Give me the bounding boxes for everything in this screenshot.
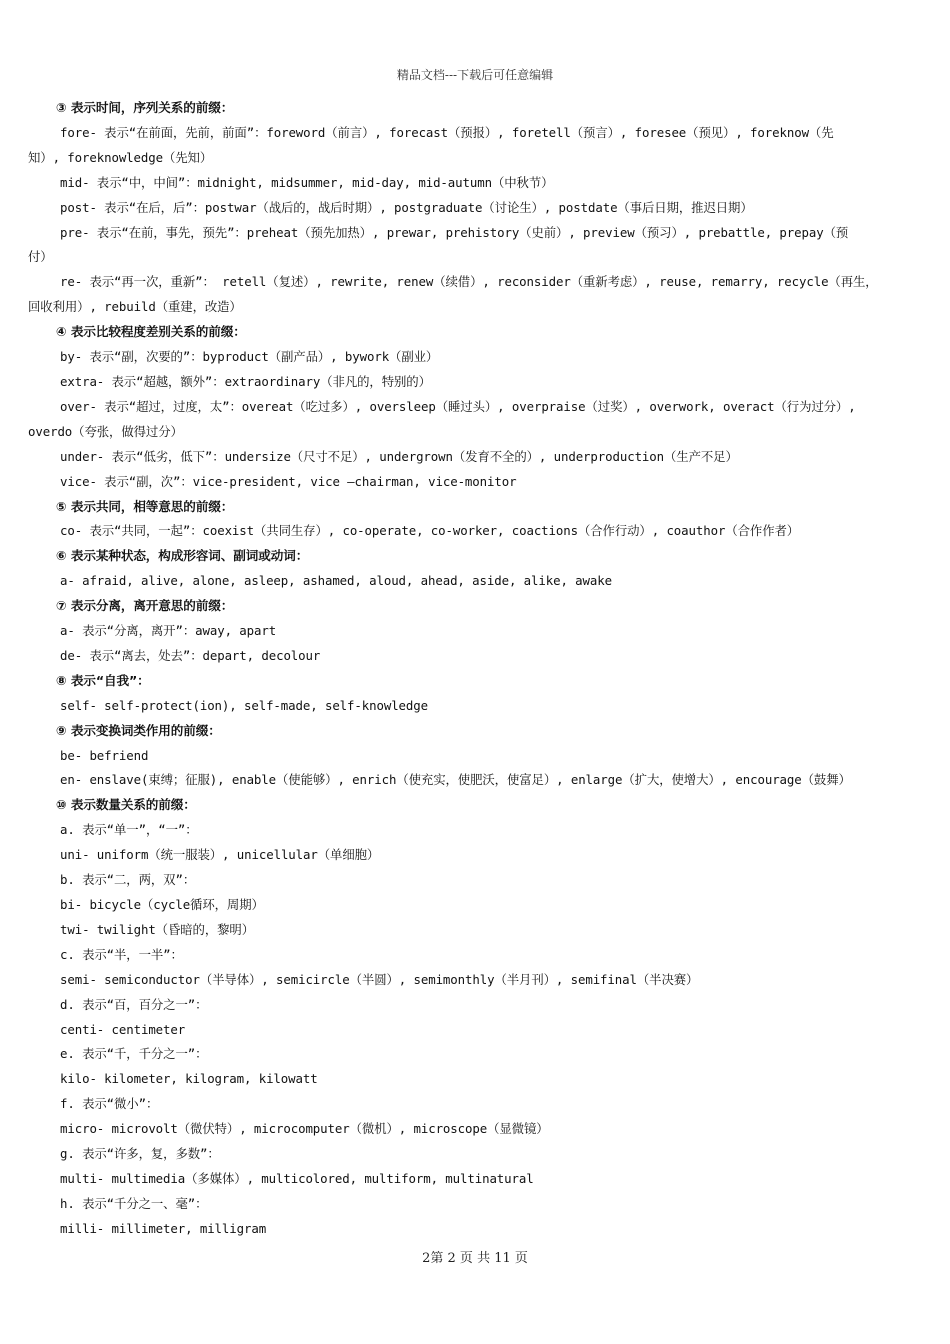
text-line: milli- millimeter, milligram xyxy=(60,1220,267,1236)
text-line: 知）, foreknowledge（先知） xyxy=(28,149,213,165)
section-heading: ⑤ 表示共同，相等意思的前缀： xyxy=(56,498,234,514)
section-heading: ⑥ 表示某种状态，构成形容词、副词或动词： xyxy=(56,548,309,564)
text-line: bi- bicycle（cycle循环，周期） xyxy=(60,897,264,912)
text-line: post- 表示“在后，后”：postwar（战后的，战后时期）, postgraduate（讨论生）, postdate（事后日期，推迟日期） xyxy=(60,199,753,215)
text-line: a- afraid, alive, alone, asleep, ashamed, aloud, ahead, aside, alike, awake xyxy=(60,573,612,589)
text-line: co- 表示“共同，一起”：coexist（共同生存）, co-operate, co-worker, coactions（合作行动）, coauthor（合作作者） xyxy=(60,523,800,539)
text-line: a. 表示“单一”，“一”： xyxy=(60,822,198,838)
text-line: centi- centimeter xyxy=(60,1021,186,1037)
text-line: pre- 表示“在前，事先，预先”：preheat（预先加热）, prewar, prehistory（史前）, preview（预习）, prebattle, prepay（预 xyxy=(60,224,849,240)
text-line: extra- 表示“超越，额外”：extraordinary（非凡的，特别的） xyxy=(60,373,431,389)
section-heading: ③ 表示时间，序列关系的前缀： xyxy=(56,100,234,115)
text-line: fore- 表示“在前面，先前，前面”：foreword（前言）, forecast（预报）, foretell（预言）, foresee（预见）, foreknow（先 xyxy=(60,124,834,140)
text-line: 付） xyxy=(28,249,53,265)
text-line: e. 表示“千，千分之一”： xyxy=(60,1046,208,1062)
section-heading: ④ 表示比较程度差别关系的前缀： xyxy=(56,324,246,340)
text-line: self- self-protect(ion), self-made, self-knowledge xyxy=(60,697,428,713)
text-line: uni- uniform（统一服装）, unicellular（单细胞） xyxy=(60,847,380,863)
page-header: 精品文档---下载后可任意编辑 xyxy=(396,68,554,82)
text-line: mid- 表示“中，中间”：midnight, midsummer, mid-day, mid-autumn（中秋节） xyxy=(60,174,554,190)
text-line: semi- semiconductor（半导体）, semicircle（半圆）, semimonthly（半月刊）, semifinal（半决赛） xyxy=(60,971,699,987)
text-line: twi- twilight（昏暗的，黎明） xyxy=(60,921,255,937)
text-line: overdo（夸张，做得过分） xyxy=(28,423,183,439)
text-line: over- 表示“超过，过度，太”：overeat（吃过多）, oversleep（睡过头）, overpraise（过奖）, overwork, overact（行为过分）, xyxy=(60,398,856,414)
text-line: vice- 表示“副，次”：vice-president, vice –chairman, vice-monitor xyxy=(60,473,517,489)
text-line: 回收利用）, rebuild（重建，改造） xyxy=(28,299,242,315)
section-heading: ⑨ 表示变换词类作用的前缀： xyxy=(56,722,221,738)
text-line: de- 表示“离去，处去”：depart, decolour xyxy=(60,647,321,663)
text-line: multi- multimedia（多媒体）, multicolored, multiform, multinatural xyxy=(60,1170,534,1186)
text-line: en- enslave(束缚；征服), enable（使能够）, enrich（使充实，使肥沃，使富足）, enlarge（扩大，使增大）, encourage（鼓舞） xyxy=(60,772,851,788)
text-line: d. 表示“百，百分之一”： xyxy=(60,996,208,1012)
section-heading: ⑧ 表示“自我”： xyxy=(56,672,150,688)
text-line: micro- microvolt（微伏特）, microcomputer（微机）, microscope（显微镜） xyxy=(60,1121,549,1137)
text-line: under- 表示“低劣，低下”：undersize（尺寸不足）, undergrown（发育不全的）, underproduction（生产不足） xyxy=(60,448,738,464)
text-line: a- 表示“分离，离开”：away, apart xyxy=(60,623,277,639)
section-heading: ⑩ 表示数量关系的前缀： xyxy=(56,797,196,813)
text-line: re- 表示“再一次，重新”： retell（复述）, rewrite, renew（续借）, reconsider（重新考虑）, reuse, remarry, recycle（再生， xyxy=(60,274,878,290)
text-line: h. 表示“千分之一、毫”： xyxy=(60,1195,208,1211)
section-heading: ⑦ 表示分离，离开意思的前缀： xyxy=(56,598,234,614)
document-body xyxy=(28,96,928,1242)
text-line: be- befriend xyxy=(60,747,149,763)
page-footer: 2第 2 页 共 11 页 xyxy=(422,1251,528,1266)
text-line: by- 表示“副，次要的”：byproduct（副产品）, bywork（副业） xyxy=(60,349,439,365)
text-line: g. 表示“许多，复，多数”： xyxy=(60,1146,220,1162)
text-line: f. 表示“微小”： xyxy=(60,1096,159,1112)
text-line: b. 表示“二，两，双”： xyxy=(60,872,196,888)
text-line: kilo- kilometer, kilogram, kilowatt xyxy=(60,1071,318,1087)
text-line: c. 表示“半，一半”： xyxy=(60,946,183,962)
